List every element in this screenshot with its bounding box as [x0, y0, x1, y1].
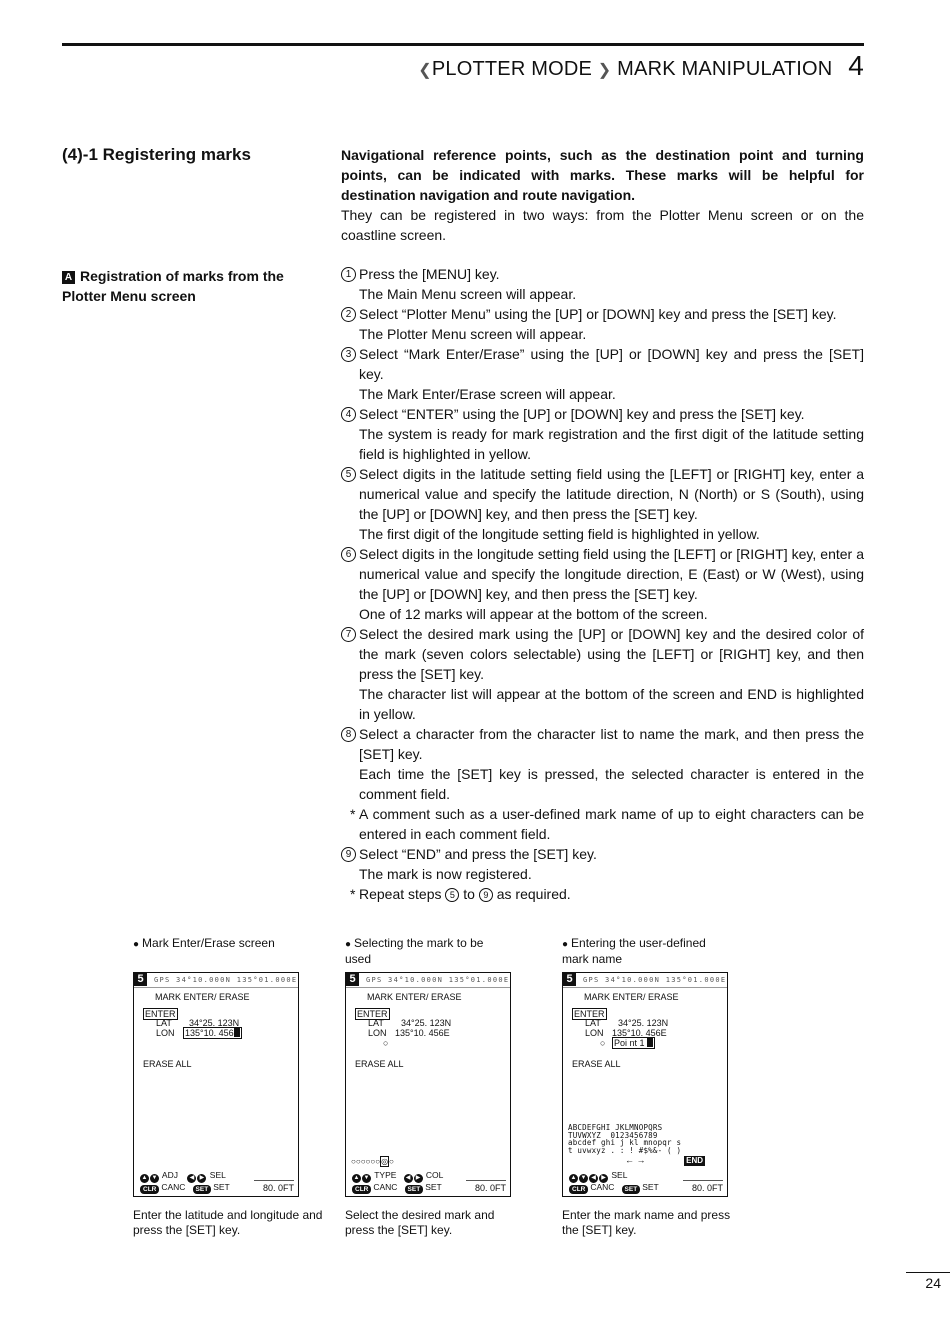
comment-field — [612, 1037, 655, 1049]
note — [341, 804, 864, 844]
lcd-screen — [133, 972, 299, 1197]
footer-rule — [906, 1272, 950, 1273]
lon-label: LON — [368, 1028, 387, 1038]
step-result: The Main Menu screen will appear. — [359, 286, 577, 302]
lon-label: LON — [156, 1028, 175, 1038]
figure-caption-bottom: Enter the mark name and press the [SET] key. — [562, 1208, 731, 1237]
mark-circle-icon: ○ — [351, 1157, 356, 1166]
channel-indicator: 5 — [134, 973, 147, 986]
mark-circle-icon: ○ — [600, 1038, 606, 1048]
gps-status: GPS 34°10.000N 135°01.000E — [134, 973, 298, 988]
lcd-screen — [562, 972, 728, 1197]
lat-value: 34°25. 123N — [189, 1018, 240, 1028]
lon-label: LON — [585, 1028, 604, 1038]
step-result: Each time the [SET] key is pressed, the selected character is entered in the comment field. — [359, 766, 864, 802]
up-key-icon: ▲ — [353, 1175, 360, 1181]
channel-indicator: 5 — [563, 973, 576, 986]
clr-key: CLR — [140, 1185, 159, 1194]
subsection-title — [62, 266, 327, 306]
depth-readout: 80. 0FT — [466, 1180, 506, 1193]
step-text: Select digits in the longitude setting field using the [LEFT] or [RIGHT] key, enter a numerical value and specify the longitude direction, E (East) or W (West), using the [UP] or [DOWN] key, and then press the [SET] key. — [359, 546, 864, 602]
step-number: 6 — [341, 547, 356, 562]
note-mid: to — [463, 886, 475, 902]
header-mode: PLOTTER MODE — [431, 58, 593, 80]
step-number: 8 — [341, 727, 356, 742]
lat-value: 34°25. 123N — [618, 1018, 669, 1028]
up-key-icon: ▲ — [570, 1175, 577, 1181]
lat-value: 34°25. 123N — [401, 1018, 452, 1028]
key-label: CANC — [373, 1182, 398, 1192]
step-number: 1 — [341, 267, 356, 282]
chapter-number: 4 — [848, 50, 864, 81]
erase-all-item: ERASE ALL — [143, 1059, 192, 1069]
asterisk: * — [350, 886, 356, 902]
enter-item: ENTER — [357, 1009, 388, 1019]
lat-label: LAT — [585, 1018, 601, 1028]
channel-indicator: 5 — [346, 973, 359, 986]
step-item — [341, 404, 864, 464]
key-label: SET — [642, 1182, 659, 1192]
lon-value: 135°10. 456E — [395, 1028, 450, 1038]
enter-item: ENTER — [145, 1009, 176, 1019]
caption-text: Mark Enter/Erase screen — [142, 936, 275, 950]
intro-bold: Navigational reference points, such as the destination point and turning points, can be indicated with marks. These marks will be helpful for destination navigation and route navigation. — [341, 147, 864, 203]
note-suffix: as required. — [496, 886, 571, 902]
key-label: SET — [425, 1182, 442, 1192]
depth-readout: 80. 0FT — [254, 1180, 294, 1193]
mark-circle-icon: ○ — [389, 1157, 394, 1166]
subsection-letter: A — [62, 271, 75, 284]
step-text: Select “Plotter Menu” using the [UP] or [DOWN] key and press the [SET] key. — [359, 306, 837, 322]
key-label: TYPE — [374, 1170, 397, 1180]
up-key-icon: ▲ — [141, 1175, 148, 1181]
key-legend-row-2 — [352, 1182, 442, 1194]
step-text: Select “Mark Enter/Erase” using the [UP] or [DOWN] key and press the [SET] key. — [359, 346, 864, 382]
clr-key: CLR — [569, 1185, 588, 1194]
step-item — [341, 724, 864, 804]
right-key-icon: ▶ — [197, 1174, 206, 1183]
figure-caption-bottom: Select the desired mark and press the [SET] key. — [345, 1208, 495, 1237]
step-text: Select digits in the latitude setting field using the [LEFT] or [RIGHT] key, enter a numerical value and specify the latitude direction, N (North) or S (South), using the [UP] or [DOWN] key, and then press the [SET] key. — [359, 466, 864, 522]
gps-status: GPS 34°10.000N 135°01.000E — [563, 973, 727, 988]
step-item — [341, 844, 864, 884]
chevron-left-icon: ❮ — [418, 62, 432, 79]
down-key-icon: ▼ — [363, 1175, 370, 1181]
lat-label: LAT — [368, 1018, 384, 1028]
mark-circle-icon: ○ — [355, 1157, 361, 1166]
step-result: The character list will appear at the bottom of the screen and END is highlighted in yellow. — [359, 686, 864, 722]
step-item — [341, 624, 864, 724]
step-list — [341, 264, 864, 904]
left-key-icon: ◀ — [589, 1174, 598, 1183]
comment-value: Poi nt 1 — [614, 1038, 645, 1048]
step-result: The Mark Enter/Erase screen will appear. — [359, 386, 616, 402]
down-key-icon: ▼ — [151, 1175, 158, 1181]
lon-value: 135°10. 456 — [185, 1028, 234, 1038]
step-text: Select a character from the character list to name the mark, and then press the [SET] key. — [359, 726, 864, 762]
mark-circle-icon: ○ — [365, 1157, 371, 1166]
subsection-text: Registration of marks from the Plotter Menu screen — [62, 268, 284, 304]
step-result: The Plotter Menu screen will appear. — [359, 326, 587, 342]
header-rule — [62, 43, 864, 46]
figure-caption-top: ● Selecting the mark to be used — [345, 936, 484, 966]
key-label: ADJ — [161, 1170, 178, 1180]
screen-title: MARK ENTER/ ERASE — [155, 992, 250, 1002]
step-number: 5 — [341, 467, 356, 482]
arrows: ← → — [625, 1155, 646, 1165]
character-list: ABCDEFGHI JKLMNOPQRS TUVWXYZ 0123456789 abcdef ghi j kl mnopqr s t uvwxyz . : ! #$%&- ( ) — [568, 1123, 682, 1155]
mark-circle-icon: ○ — [370, 1157, 376, 1166]
key-label: SEL — [209, 1170, 226, 1180]
right-key-icon: ▶ — [599, 1174, 608, 1183]
step-number: 4 — [341, 407, 356, 422]
figure-caption-top: ● Mark Enter/Erase screen — [133, 936, 275, 950]
step-number: 7 — [341, 627, 356, 642]
step-item — [341, 344, 864, 404]
caption-text: Entering the user-defined mark name — [562, 936, 706, 966]
selected-mark-icon: ◎ — [381, 1157, 389, 1166]
intro-normal: They can be registered in two ways: from the Plotter Menu screen or on the coastline screen. — [341, 207, 864, 243]
step-item — [341, 264, 864, 304]
end-button: END — [686, 1156, 703, 1165]
step-result: The mark is now registered. — [359, 866, 532, 882]
erase-all-item: ERASE ALL — [355, 1059, 404, 1069]
erase-all-item: ERASE ALL — [572, 1059, 621, 1069]
key-label: COL — [425, 1170, 444, 1180]
set-key: SET — [405, 1185, 424, 1194]
note — [341, 884, 864, 904]
screen-title: MARK ENTER/ ERASE — [367, 992, 462, 1002]
step-result: One of 12 marks will appear at the bottom of the screen. — [359, 606, 708, 622]
key-label: CANC — [590, 1182, 615, 1192]
header-section: MARK MANIPULATION — [617, 58, 833, 80]
caption-text: Selecting the mark to be used — [345, 936, 484, 966]
step-text: Select “END” and press the [SET] key. — [359, 846, 597, 862]
lon-field — [183, 1027, 242, 1039]
set-key: SET — [622, 1185, 641, 1194]
step-text: Select the desired mark using the [UP] or [DOWN] key and the desired color of the mark (seven colors selectable) using the [LEFT] or [RIGHT] key, and then press the [SET] key. — [359, 626, 864, 682]
step-text: Press the [MENU] key. — [359, 266, 500, 282]
left-key-icon: ◀ — [404, 1174, 413, 1183]
step-result: The first digit of the longitude setting field is highlighted in yellow. — [359, 526, 760, 542]
chevron-right-icon: ❯ — [597, 62, 612, 79]
cursor — [234, 1028, 240, 1037]
figure-caption-top: ● Entering the user-defined mark name — [562, 936, 706, 966]
gps-status: GPS 34°10.000N 135°01.000E — [346, 973, 510, 988]
step-ref: 9 — [479, 888, 493, 902]
intro-paragraph — [341, 145, 864, 245]
screen-title: MARK ENTER/ ERASE — [584, 992, 679, 1002]
key-legend-row-2 — [140, 1182, 230, 1194]
mark-circle-icon: ○ — [360, 1157, 366, 1166]
enter-item: ENTER — [574, 1009, 605, 1019]
step-text: Select “ENTER” using the [UP] or [DOWN] key and press the [SET] key. — [359, 406, 805, 422]
key-legend-row-2 — [569, 1182, 659, 1194]
clr-key: CLR — [352, 1185, 371, 1194]
right-key-icon: ▶ — [414, 1174, 423, 1183]
lat-label: LAT — [156, 1018, 172, 1028]
cursor — [647, 1038, 653, 1047]
section-title: (4)-1 Registering marks — [62, 145, 251, 164]
mark-circle-icon: ○ — [383, 1038, 389, 1048]
left-key-icon: ◀ — [187, 1174, 196, 1183]
step-number: 3 — [341, 347, 356, 362]
step-number: 9 — [341, 847, 356, 862]
step-result: The system is ready for mark registration and the first digit of the latitude setting field is highlighted in yellow. — [359, 426, 864, 462]
mark-type-row — [351, 1157, 394, 1166]
key-label: SEL — [611, 1170, 628, 1180]
note-text: A comment such as a user-defined mark name of up to eight characters can be entered in each comment field. — [359, 806, 864, 842]
lon-value: 135°10. 456E — [612, 1028, 667, 1038]
set-key: SET — [193, 1185, 212, 1194]
figure-caption-bottom: Enter the latitude and longitude and press the [SET] key. — [133, 1208, 323, 1237]
page-number: 24 — [925, 1275, 941, 1291]
step-item — [341, 304, 864, 344]
step-number: 2 — [341, 307, 356, 322]
page-header — [418, 50, 864, 82]
note-prefix: Repeat steps — [359, 886, 442, 902]
asterisk: * — [350, 806, 356, 822]
depth-readout: 80. 0FT — [683, 1180, 723, 1193]
step-item — [341, 464, 864, 544]
lcd-screen — [345, 972, 511, 1197]
step-ref: 5 — [445, 888, 459, 902]
key-label: CANC — [161, 1182, 186, 1192]
key-label: SET — [213, 1182, 230, 1192]
mark-circle-icon: ○ — [375, 1157, 381, 1166]
down-key-icon: ▼ — [580, 1175, 587, 1181]
step-item — [341, 544, 864, 624]
